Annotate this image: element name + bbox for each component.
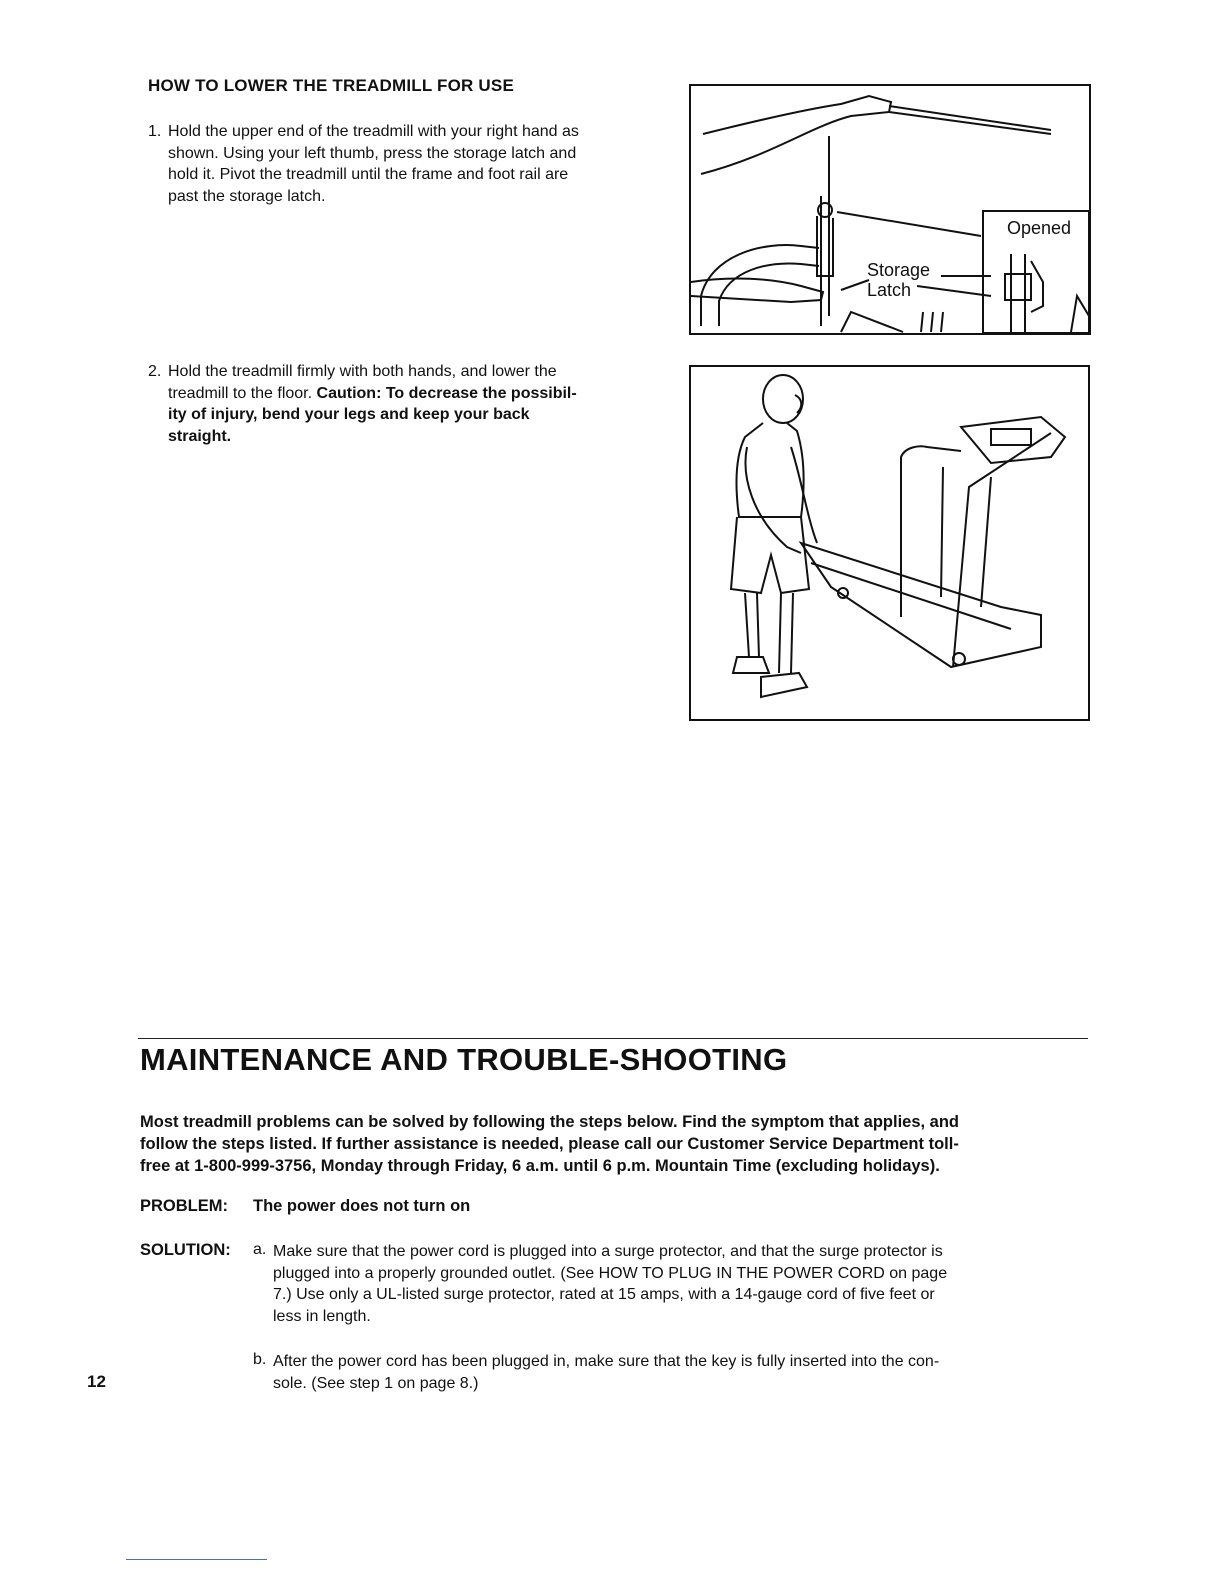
solution-line: 7.) Use only a UL-listed surge protector, rated at 15 amps, with a 14-gauge cord of five feet or (273, 1286, 935, 1303)
callout-storage: Storage (867, 260, 931, 280)
solution-letter: a. (253, 1241, 267, 1258)
step-line (168, 383, 577, 405)
intro-paragraph (140, 1111, 1090, 1177)
inset-label-opened: Opened (1007, 218, 1072, 238)
step-text (168, 121, 579, 207)
problem-text: The power does not turn on (253, 1197, 471, 1215)
solution-line: plugged into a properly grounded outlet. (See HOW TO PLUG IN THE POWER CORD on page (273, 1264, 948, 1282)
caution-text: Caution: To decrease the possibil- (316, 384, 577, 402)
section-divider (138, 1038, 1088, 1039)
solution-letter: b. (253, 1351, 267, 1368)
callout-latch: Latch (867, 280, 912, 300)
step-line: hold it. Pivot the treadmill until the frame and foot rail are (168, 166, 569, 183)
solution-line: Make sure that the power cord is plugged into a surge protector, and that the surge protector is (273, 1243, 943, 1260)
solution-line: less in length. (273, 1307, 371, 1325)
intro-line: follow the steps listed. If further assistance is needed, please call our Customer Service Department toll- (140, 1135, 959, 1153)
step-text (168, 361, 577, 447)
caution-line: ity of injury, bend your legs and keep your back (168, 406, 530, 423)
solution-text (273, 1351, 1073, 1394)
problem-label: PROBLEM: (140, 1197, 228, 1215)
step-line: shown. Using your left thumb, press the storage latch and (168, 144, 577, 162)
solution-line: sole. (See step 1 on page 8.) (273, 1374, 479, 1392)
step-number: 1. (148, 123, 162, 140)
section-heading-lower-treadmill: HOW TO LOWER THE TREADMILL FOR USE (148, 76, 514, 95)
step-line: Hold the treadmill firmly with both hands, and lower the (168, 363, 557, 380)
figure-lowering-treadmill (689, 365, 1090, 721)
step-text-normal: treadmill to the floor. (168, 384, 317, 402)
caution-line: straight. (168, 427, 232, 445)
page-number: 12 (87, 1372, 106, 1391)
intro-line: free at 1-800-999-3756, Monday through Friday, 6 a.m. until 6 p.m. Mountain Time (excluding holidays). (140, 1157, 940, 1175)
step-line: past the storage latch. (168, 187, 326, 205)
intro-line: Most treadmill problems can be solved by following the steps below. Find the symptom that applies, and (140, 1113, 960, 1131)
footer-rule (126, 1559, 267, 1560)
step-line: Hold the upper end of the treadmill with your right hand as (168, 123, 579, 140)
step-number: 2. (148, 363, 162, 380)
lowering-treadmill-illustration (691, 367, 1088, 719)
solution-text (273, 1241, 1073, 1327)
solution-label: SOLUTION: (140, 1241, 231, 1259)
solution-line: After the power cord has been plugged in, make sure that the key is fully inserted into the con- (273, 1353, 940, 1370)
figure-storage-latch (689, 84, 1091, 335)
page-title-maintenance: MAINTENANCE AND TROUBLE-SHOOTING (140, 1042, 788, 1077)
